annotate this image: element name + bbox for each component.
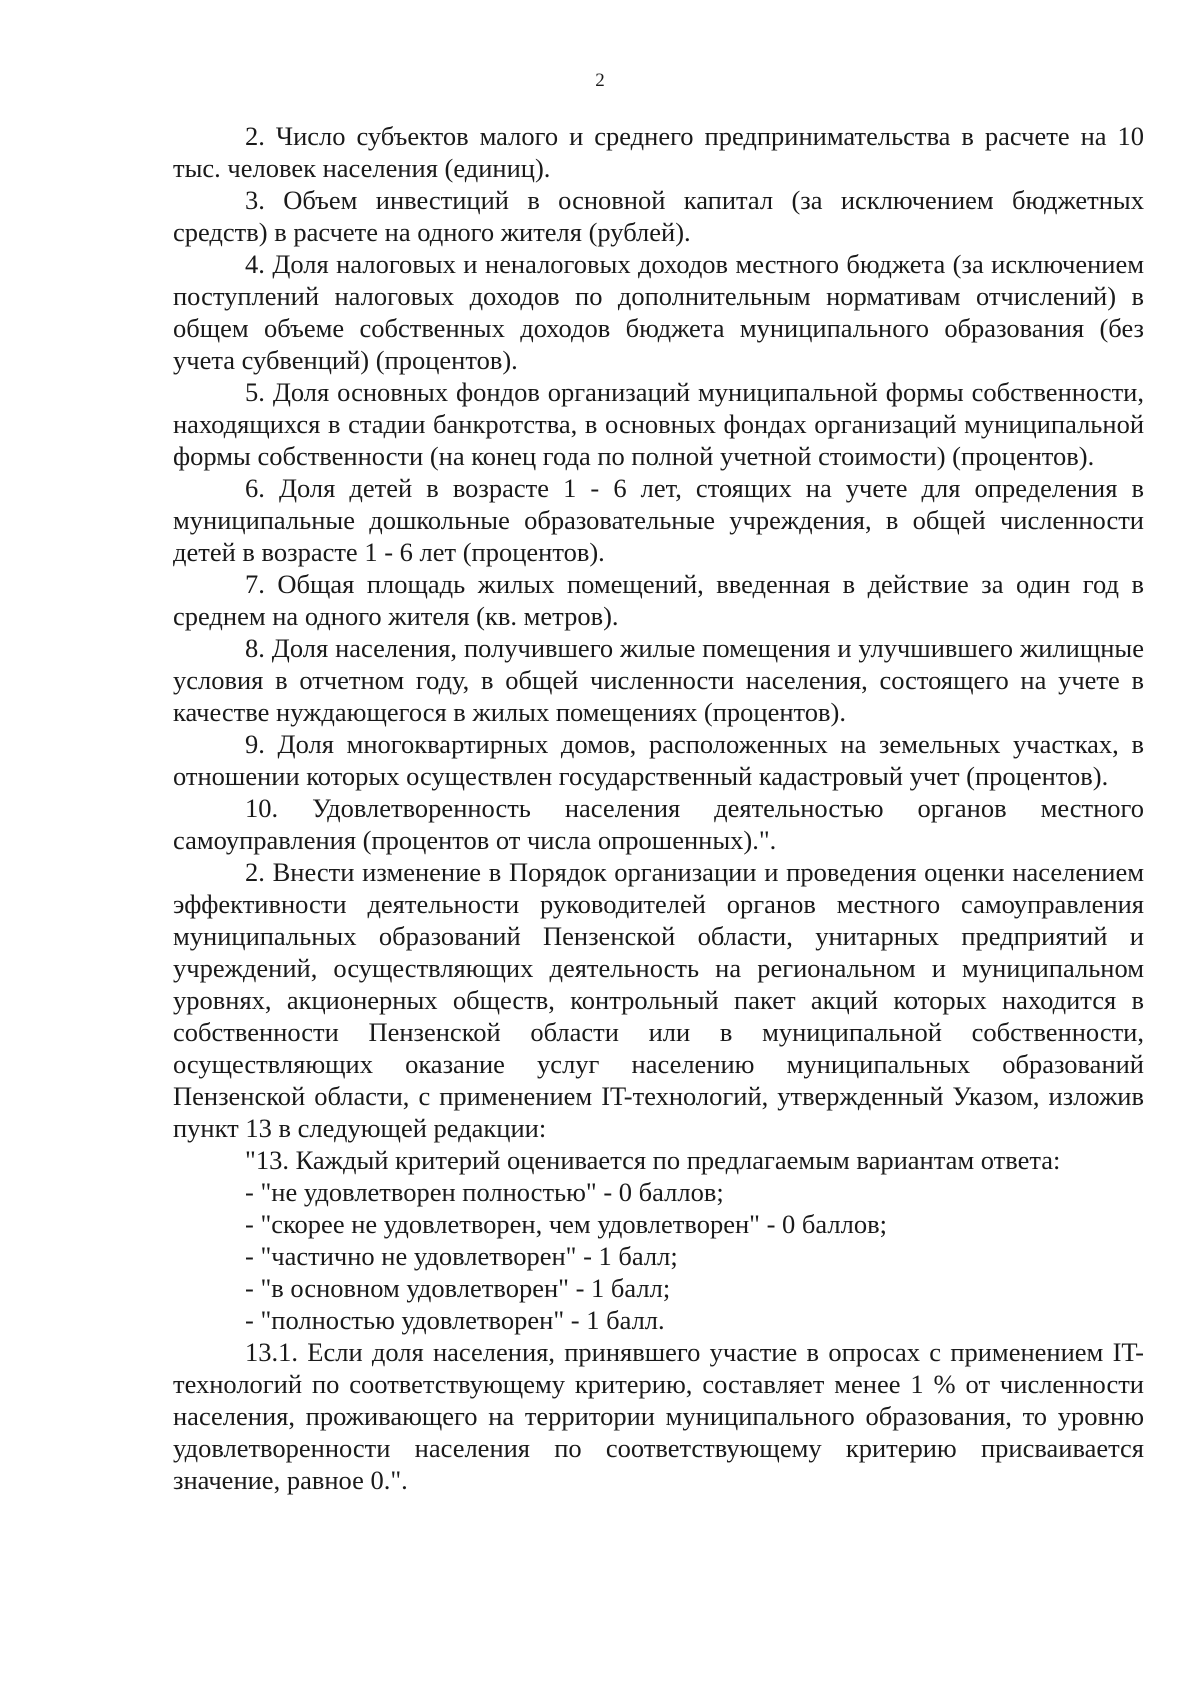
paragraph-indicator-5: 5. Доля основных фондов организаций муниципальной формы собственности, находящихся в стадии банкротства, в основных фондах организаций муниципальной формы собственности (на конец года по полной учетной стоимости) (процентов). [173, 377, 1144, 471]
item-13-intro: "13. Каждый критерий оценивается по предлагаемым вариантам ответа: [245, 1145, 1061, 1175]
answer-option: - "в основном удовлетворен" - 1 балл; [245, 1273, 671, 1303]
paragraph-indicator-2: 2. Число субъектов малого и среднего предпринимательства в расчете на 10 тыс. человек населения (единиц). [173, 121, 1144, 183]
paragraph-indicator-6: 6. Доля детей в возрасте 1 - 6 лет, стоящих на учете для определения в муниципальные дошкольные образовательные учреждения, в общей численности детей в возрасте 1 - 6 лет (процентов). [173, 473, 1144, 567]
paragraph-indicator-4: 4. Доля налоговых и неналоговых доходов местного бюджета (за исключением поступлений налоговых доходов по дополнительным нормативам отчислений) в общем объеме собственных доходов бюджета муниципального образования (без учета субвенций) (процентов). [173, 249, 1144, 375]
answer-option: - "скорее не удовлетворен, чем удовлетворен" - 0 баллов; [245, 1209, 887, 1239]
paragraph-indicator-3: 3. Объем инвестиций в основной капитал (за исключением бюджетных средств) в расчете на одного жителя (рублей). [173, 185, 1144, 247]
item-13-1: 13.1. Если доля населения, принявшего участие в опросах с применением IT-технологий по соответствующему критерию, составляет менее 1 % от численности населения, проживающего на территории муниципального образования, то уровню удовлетворенности населения по соответствующему критерию присваивается значение, равное 0.". [173, 1337, 1144, 1495]
paragraph-indicator-7: 7. Общая площадь жилых помещений, введенная в действие за один год в среднем на одного жителя (кв. метров). [173, 569, 1144, 631]
paragraph-indicator-10: 10. Удовлетворенность населения деятельностью органов местного самоуправления (процентов от числа опрошенных).". [173, 793, 1144, 855]
document-body [173, 120, 1144, 1496]
paragraph-indicator-8: 8. Доля населения, получившего жилые помещения и улучшившего жилищные условия в отчетном году, в общей численности населения, состоящего на учете в качестве нуждающегося в жилых помещениях (процентов). [173, 633, 1144, 727]
paragraph-indicator-9: 9. Доля многоквартирных домов, расположенных на земельных участках, в отношении которых осуществлен государственный кадастровый учет (процентов). [173, 729, 1144, 791]
answer-option: - "частично не удовлетворен" - 1 балл; [245, 1241, 678, 1271]
answer-option: - "не удовлетворен полностью" - 0 баллов; [245, 1177, 724, 1207]
paragraph-amendment-2: 2. Внести изменение в Порядок организации и проведения оценки населением эффективности деятельности руководителей органов местного самоуправления муниципальных образований Пензенской области, унитарных предприятий и учреждений, осуществляющих деятельность на региональном и муниципальном уровнях, акционерных обществ, контрольный пакет акций которых находится в собственности Пензенской области или в муниципальной собственности, осуществляющих оказание услуг населению муниципальных образований Пензенской области, с применением IT-технологий, утвержденный Указом, изложив пункт 13 в следующей редакции: [173, 857, 1144, 1143]
page-number: 2 [595, 70, 605, 91]
answer-option: - "полностью удовлетворен" - 1 балл. [245, 1305, 665, 1335]
